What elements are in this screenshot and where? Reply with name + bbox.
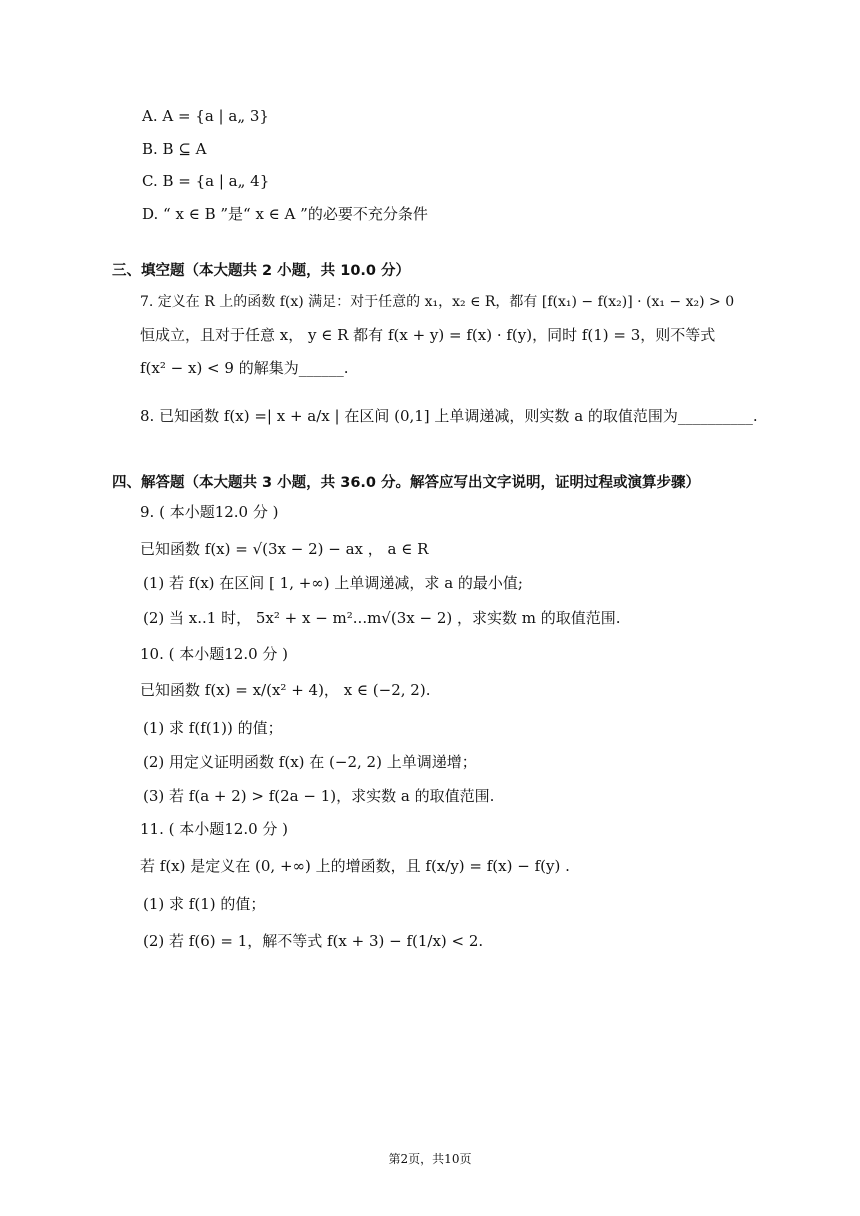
question-8: 8. 已知函数 f(x) =| x + a/x | 在区间 (0,1] 上单调递减，则实数 a 的取值范围为__________. (140, 407, 758, 425)
question-10-part-2: (2) 用定义证明函数 f(x) 在 (−2, 2) 上单调递增； (143, 753, 477, 771)
question-10-part-3: (3) 若 f(a + 2) > f(2a − 1)，求实数 a 的取值范围. (143, 787, 495, 805)
question-7-line-3: f(x² − x) < 9 的解集为______. (140, 359, 349, 377)
option-a: A. A = {a | a„ 3} (142, 107, 269, 125)
question-11-part-2: (2) 若 f(6) = 1，解不等式 f(x + 3) − f(1/x) < 2. (143, 932, 484, 950)
question-9-part-2: (2) 当 x..1 时， 5x² + x − m²...m√(3x − 2) ，求实数 m 的取值范围. (143, 609, 621, 627)
question-9-stem: 已知函数 f(x) = √(3x − 2) − ax ， a ∈ R (140, 540, 429, 558)
question-11-part-1: (1) 求 f(1) 的值； (143, 895, 266, 913)
question-11-header: 11. ( 本小题12.0 分 ) (140, 820, 289, 838)
question-10-stem: 已知函数 f(x) = x/(x² + 4)， x ∈ (−2, 2). (140, 681, 431, 699)
option-c: C. B = {a | a„ 4} (142, 172, 270, 190)
question-11-stem: 若 f(x) 是定义在 (0, +∞) 上的增函数，且 f(x/y) = f(x) − f(y) . (140, 857, 570, 875)
option-b: B. B ⊆ A (142, 140, 207, 158)
question-9-part-1: (1) 若 f(x) 在区间 [ 1, +∞) 上单调递减，求 a 的最小值; (143, 574, 523, 592)
question-10-header: 10. ( 本小题12.0 分 ) (140, 645, 289, 663)
page-footer: 第2页，共10页 (388, 1152, 472, 1166)
question-7-line-2: 恒成立，且对于任意 x， y ∈ R 都有 f(x + y) = f(x) · f(y)，同时 f(1) = 3，则不等式 (140, 326, 716, 344)
question-9-header: 9. ( 本小题12.0 分 ) (140, 503, 279, 521)
option-d: D. “ x ∈ B ”是“ x ∈ A ”的必要不充分条件 (142, 205, 428, 223)
question-7-line-1: 7. 定义在 R 上的函数 f(x) 满足：对于任意的 x₁，x₂ ∈ R，都有 [f(x₁) − f(x₂)] · (x₁ − x₂) > 0 (140, 294, 735, 310)
section-3-heading: 三、填空题（本大题共 2 小题，共 10.0 分） (112, 263, 411, 279)
question-10-part-1: (1) 求 f(f(1)) 的值； (143, 719, 283, 737)
section-4-heading: 四、解答题（本大题共 3 小题，共 36.0 分。解答应写出文字说明，证明过程或演算步骤） (112, 475, 701, 491)
